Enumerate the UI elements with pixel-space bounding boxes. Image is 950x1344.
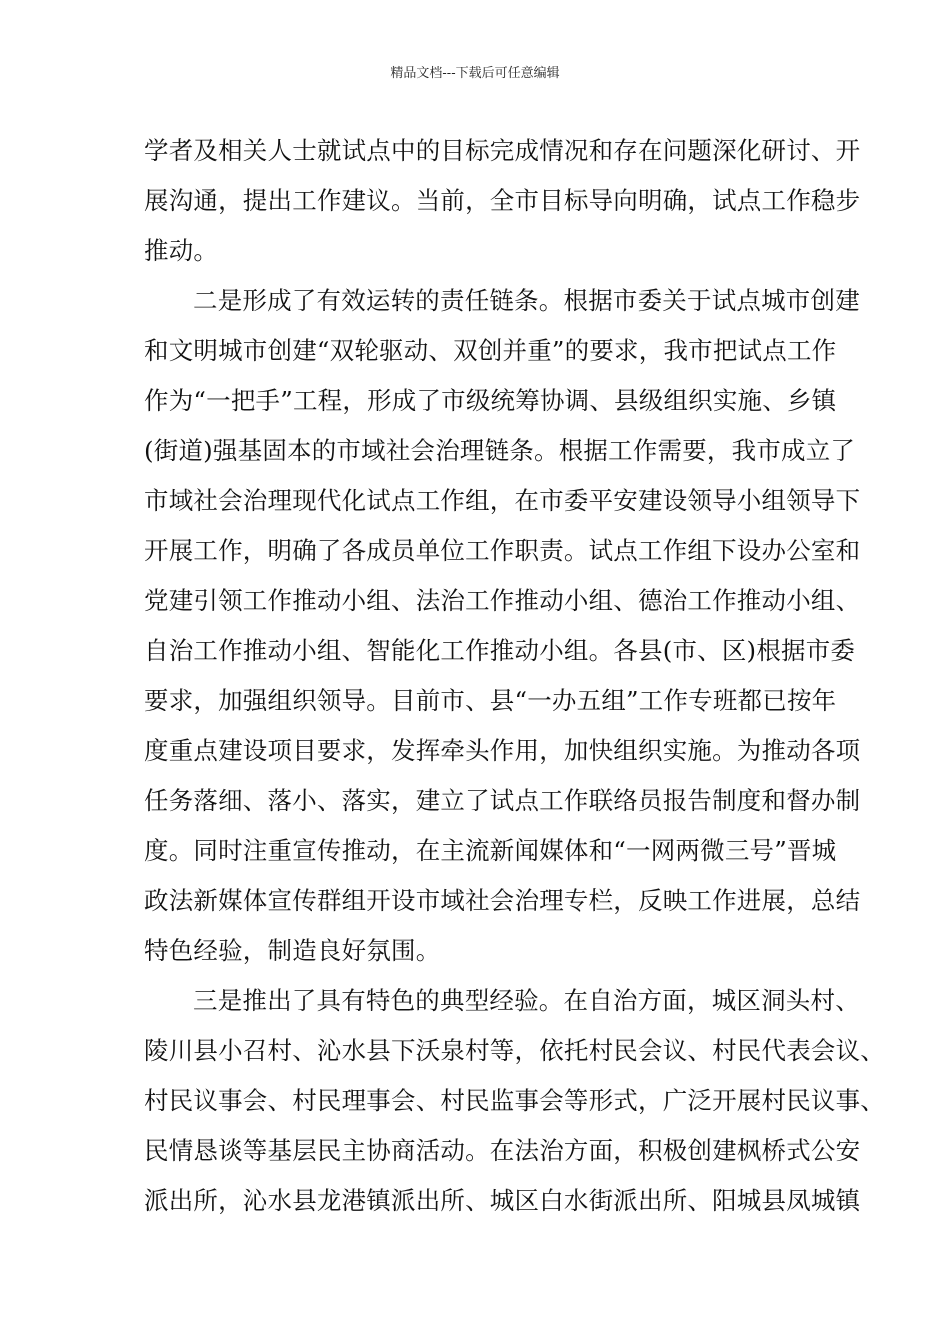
text-line: 自治工作推动小组、智能化工作推动小组。各县(市、区)根据市委	[144, 636, 856, 665]
document-body	[144, 126, 885, 1226]
text-line: 二是形成了有效运转的责任链条。根据市委关于试点城市创建	[193, 286, 860, 315]
text-line: 陵川县小召村、沁水县下沃泉村等，依托村民会议、村民代表会议、	[144, 1036, 885, 1065]
text-line: 特色经验，制造良好氛围。	[144, 936, 441, 965]
text-line: 度。同时注重宣传推动，在主流新闻媒体和“一网两微三号”晋城	[144, 836, 837, 865]
text-line: 要求，加强组织领导。目前市、县“一办五组”工作专班都已按年	[144, 686, 837, 715]
text-line: 三是推出了具有特色的典型经验。在自治方面，城区洞头村、	[193, 986, 860, 1015]
text-line: 村民议事会、村民理事会、村民监事会等形式，广泛开展村民议事、	[144, 1086, 885, 1115]
text-line: 展沟通，提出工作建议。当前，全市目标导向明确，试点工作稳步	[144, 186, 861, 215]
text-line: 任务落细、落小、落实，建立了试点工作联络员报告制度和督办制	[144, 786, 861, 815]
text-line: 党建引领工作推动小组、法治工作推动小组、德治工作推动小组、	[144, 586, 861, 615]
text-line: 学者及相关人士就试点中的目标完成情况和存在问题深化研讨、开	[144, 136, 861, 165]
text-line: 和文明城市创建“双轮驱动、双创并重”的要求，我市把试点工作	[144, 336, 837, 365]
text-line: 度重点建设项目要求，发挥牵头作用，加快组织实施。为推动各项	[144, 736, 861, 765]
text-line: 推动。	[144, 236, 219, 265]
text-line: 市域社会治理现代化试点工作组，在市委平安建设领导小组领导下	[144, 486, 861, 515]
text-line: (街道)强基固本的市域社会治理链条。根据工作需要，我市成立了	[144, 436, 856, 465]
text-line: 开展工作，明确了各成员单位工作职责。试点工作组下设办公室和	[144, 536, 861, 565]
text-line: 派出所，沁水县龙港镇派出所、城区白水街派出所、阳城县凤城镇	[144, 1186, 861, 1215]
text-line: 作为“一把手”工程，形成了市级统筹协调、县级组织实施、乡镇	[144, 386, 837, 415]
page-header: 精品文档---下载后可任意编辑	[390, 66, 560, 81]
text-line: 政法新媒体宣传群组开设市域社会治理专栏，反映工作进展，总结	[144, 886, 861, 915]
text-line: 民情恳谈等基层民主协商活动。在法治方面，积极创建枫桥式公安	[144, 1136, 861, 1165]
